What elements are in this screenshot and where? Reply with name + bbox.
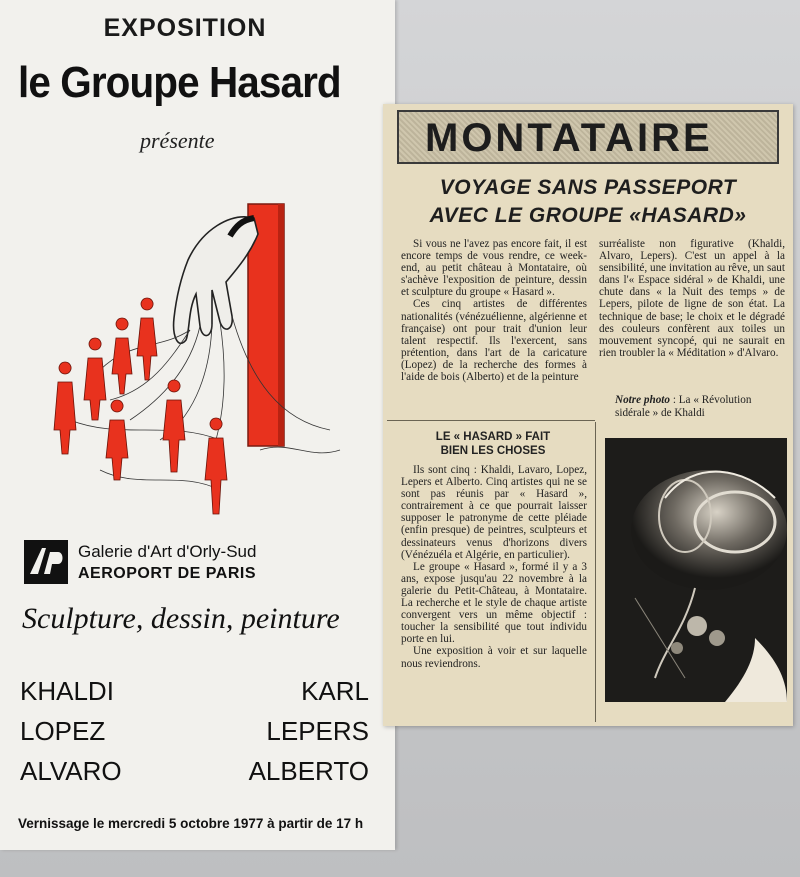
paragraph: Ces cinq artistes de différentes nationalités (vénézuélienne, algérienne et française) ont pour trait d'union leur talent respectif. Ils l'exercent, sans prétention, dans l'art de la caricature (Lopez) de la recherche des formes à l'aide de bois (Alberto) et de la peinture xyxy=(401,298,587,384)
divider xyxy=(387,420,595,421)
article-column-1 xyxy=(401,238,587,383)
flyer-subtitle: Sculpture, dessin, peinture xyxy=(22,602,340,635)
gallery-logo-icon xyxy=(24,540,68,584)
divider xyxy=(595,422,596,722)
headline-line-1: VOYAGE SANS PASSEPORT xyxy=(439,176,737,199)
drawn-hand xyxy=(174,217,258,343)
artist-name: LOPEZ xyxy=(20,716,106,746)
gallery-name: Galerie d'Art d'Orly-Sud xyxy=(78,542,257,561)
article-column-3 xyxy=(401,464,587,670)
caption-label: Notre photo xyxy=(615,394,671,406)
paragraph: Le groupe « Hasard », formé il y a 3 ans, expose jusqu'au 22 novembre à la galerie du Petit-Château, à Montataire. La recherche et le style de chaque artiste convergent vers un même objectif : toucher la sensibilité que tout individu porte en lui. xyxy=(401,560,587,646)
paragraph: Une exposition à voir et sur laquelle nous reviendrons. xyxy=(401,645,587,670)
artist-name: LEPERS xyxy=(266,716,369,746)
airport-name: AEROPORT DE PARIS xyxy=(78,565,256,582)
artist-name: KHALDI xyxy=(20,676,114,706)
exhibition-flyer xyxy=(0,0,395,850)
paragraph: surréaliste non figurative (Khaldi, Alvaro, Lepers). C'est un appel à la sensibilité, une invitation au rêve, un saut dans l'« Espace sidéral » de Khaldi, une chute dans « la Nuit des temps » de Lepers, pilote de ligne de son état. La technique de base; le choix et le dégradé des couleurs confèrent aux toiles un mouvement syncopé, qui ne saurait en rien troubler la « Méditation » d'Alvaro. xyxy=(599,238,785,359)
subheading xyxy=(403,430,583,458)
headline-line-2: AVEC LE GROUPE «HASARD» xyxy=(429,204,747,227)
flyer-artwork xyxy=(40,190,380,530)
masthead xyxy=(397,110,779,164)
flyer-group-title: le Groupe Hasard xyxy=(18,58,341,107)
subheading-line-1: LE « HASARD » FAIT xyxy=(435,431,551,443)
photo-caption xyxy=(615,394,785,419)
newspaper-clipping xyxy=(383,104,793,726)
artist-name: ALVARO xyxy=(20,756,122,786)
subheading-line-2: BIEN LES CHOSES xyxy=(440,445,546,457)
flyer-exposition: EXPOSITION xyxy=(103,14,267,42)
caption-text: : La « Révolution sidérale » de Khaldi xyxy=(615,394,752,419)
article-column-2 xyxy=(599,238,785,359)
artist-name: KARL xyxy=(301,676,369,706)
threads xyxy=(70,316,340,490)
flyer-presente: présente xyxy=(140,128,215,153)
paragraph: Si vous ne l'avez pas encore fait, il est encore temps de vous rendre, ce week-end, au petit château à Montataire, où s'achève l'exposition de peinture, dessin et sculpture du groupe « Hasard ». xyxy=(401,238,587,299)
vernissage-line: Vernissage le mercredi 5 octobre 1977 à partir de 17 h xyxy=(18,816,364,831)
artist-name: ALBERTO xyxy=(248,756,369,786)
paragraph: Ils sont cinq : Khaldi, Lavaro, Lopez, Lepers et Alberto. Cinq artistes qui ne se sont pas réunis par « Hasard », contrairement à ce que pourrait laisser supposer le patronyme de cette pléiade (enfin presque) de peintres, sculpteurs et dessinateurs venus d'horizons divers (Vénézuéla et Algérie, en particulier). xyxy=(401,464,587,561)
masthead-title: MONTATAIRE xyxy=(425,116,713,160)
artwork-photo xyxy=(605,438,787,702)
